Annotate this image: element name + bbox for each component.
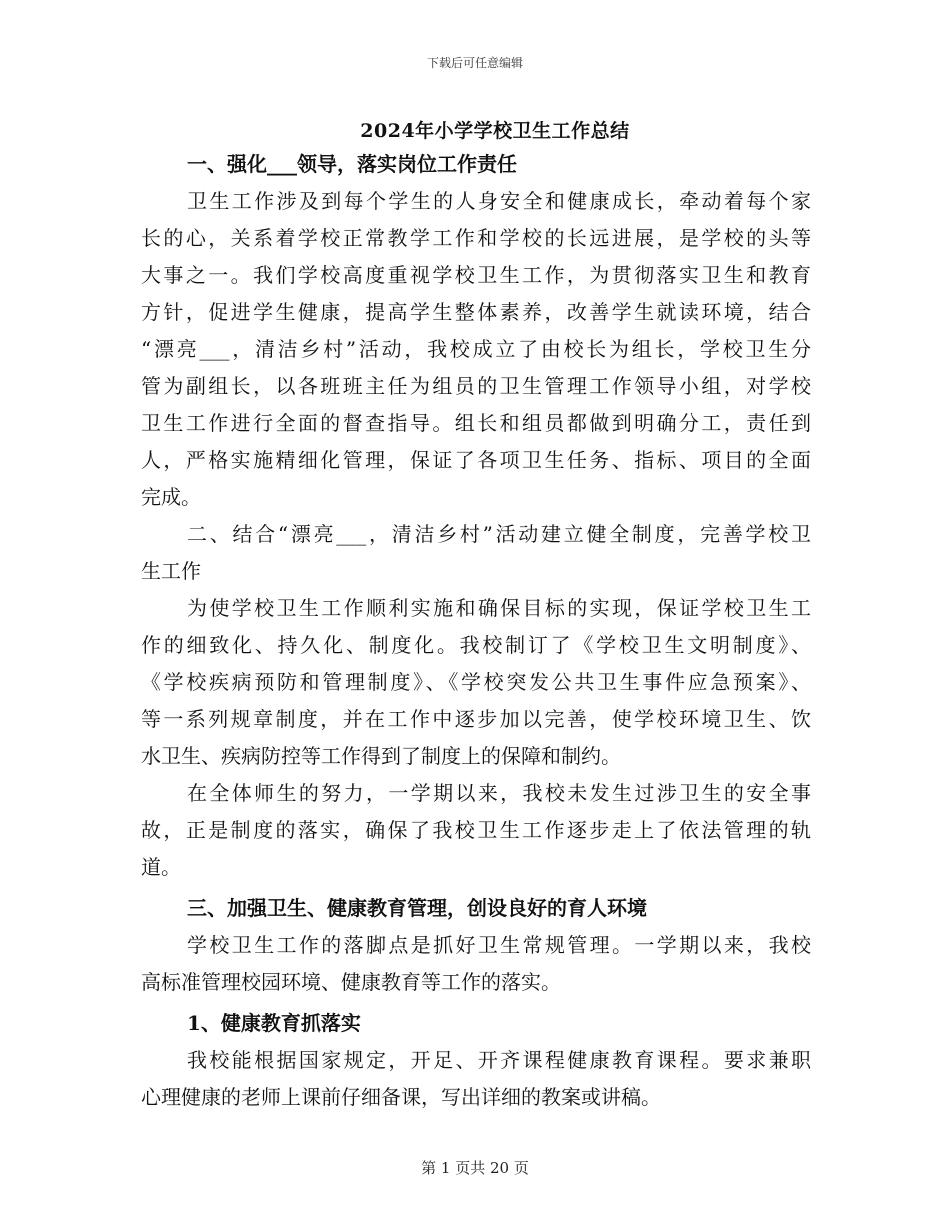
paragraph xyxy=(141,183,811,516)
section-heading xyxy=(141,516,811,590)
paragraph-line: 为使学校卫生工作顺利实施和确保目标的实现，保证学校卫生工 xyxy=(187,596,811,620)
paragraph-line: 人，严格实施精细化管理，保证了各项卫生任务、指标、项目的全面 xyxy=(141,448,811,472)
paragraph xyxy=(141,775,811,886)
paragraph-line: 大事之一。我们学校高度重视学校卫生工作，为贯彻落实卫生和教育 xyxy=(141,263,811,287)
paragraph-line: 《学校疾病预防和管理制度》、《学校突发公共卫生事件应急预案》、 xyxy=(141,670,811,694)
paragraph-line: 道。 xyxy=(141,855,181,879)
paragraph-line: 学校卫生工作的落脚点是抓好卫生常规管理。一学期以来，我校 xyxy=(187,933,811,957)
paragraph-line: 卫生工作涉及到每个学生的人身安全和健康成长，牵动着每个家 xyxy=(187,189,811,213)
page-footer: 第 1 页共 20 页 xyxy=(421,1159,529,1177)
paragraph-line: 生工作 xyxy=(141,559,201,583)
paragraph xyxy=(141,590,811,775)
paragraph-line: 心理健康的老师上课前仔细备课，写出详细的教案或讲稿。 xyxy=(141,1085,661,1109)
section-heading: 三、加强卫生、健康教育管理，创设良好的育人环境 xyxy=(187,896,647,920)
paragraph-line: 长的心，关系着学校正常教学工作和学校的长远进展，是学校的头等 xyxy=(141,226,811,250)
paragraph-line: “漂亮___，清洁乡村”活动，我校成立了由校长为组长，学校卫生分 xyxy=(141,337,811,361)
section-heading: 一、强化___领导，落实岗位工作责任 xyxy=(187,152,517,176)
paragraph-line: 二、结合“漂亮___，清洁乡村”活动建立健全制度，完善学校卫 xyxy=(187,522,811,546)
paragraph xyxy=(141,927,811,1001)
paragraph xyxy=(141,1042,811,1116)
subsection-heading: 1、健康教育抓落实 xyxy=(187,1011,361,1035)
page-header: 下载后可任意编辑 xyxy=(426,56,523,70)
paragraph-line: 水卫生、疾病防控等工作得到了制度上的保障和制约。 xyxy=(141,744,621,768)
document-title: 2024年小学学校卫生工作总结 xyxy=(360,120,630,142)
paragraph-line: 作的细致化、持久化、制度化。我校制订了《学校卫生文明制度》、 xyxy=(141,633,811,657)
paragraph-line: 完成。 xyxy=(141,485,201,509)
paragraph-line: 我校能根据国家规定，开足、开齐课程健康教育课程。要求兼职 xyxy=(187,1048,811,1072)
paragraph-line: 卫生工作进行全面的督查指导。组长和组员都做到明确分工，责任到 xyxy=(141,411,811,435)
paragraph-line: 高标准管理校园环境、健康教育等工作的落实。 xyxy=(141,970,561,994)
paragraph-line: 管为副组长，以各班班主任为组员的卫生管理工作领导小组，对学校 xyxy=(141,374,811,398)
paragraph-line: 在全体师生的努力，一学期以来，我校未发生过涉卫生的安全事 xyxy=(187,781,811,805)
paragraph-line: 故，正是制度的落实，确保了我校卫生工作逐步走上了依法管理的轨 xyxy=(141,818,811,842)
paragraph-line: 方针，促进学生健康，提高学生整体素养，改善学生就读环境，结合 xyxy=(141,300,811,324)
paragraph-line: 等一系列规章制度，并在工作中逐步加以完善，使学校环境卫生、饮 xyxy=(141,707,811,731)
document-body xyxy=(141,146,811,1116)
